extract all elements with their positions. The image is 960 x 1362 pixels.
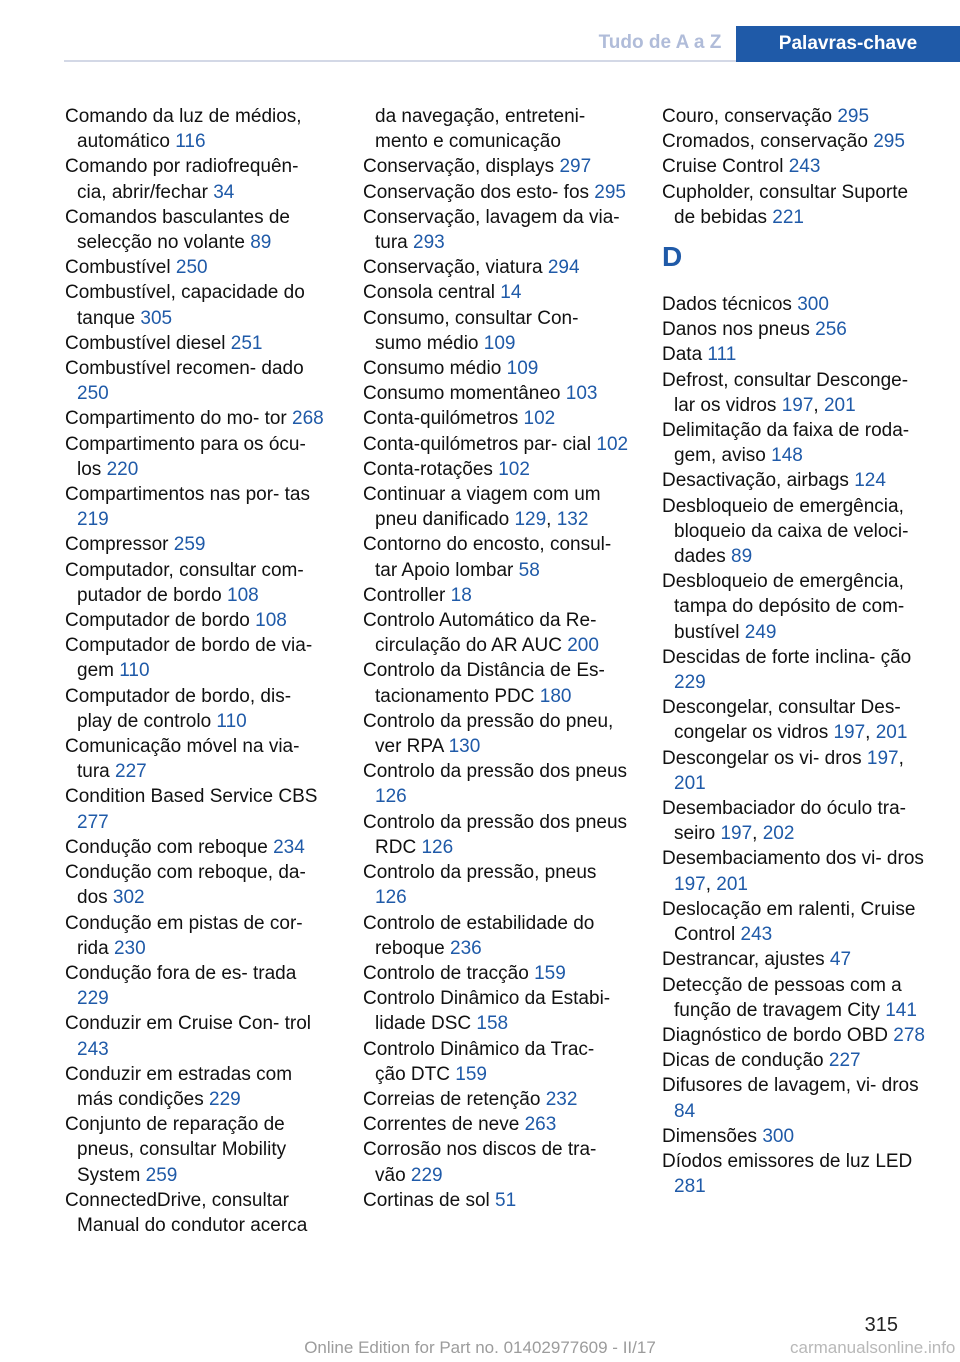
index-entry [363, 810, 629, 860]
index-entry-text: Detecção de pessoas com a função de travagem City [662, 974, 902, 1021]
index-entry [662, 1073, 932, 1123]
index-entry-text: Combustível recomen‐ dado [65, 358, 304, 380]
page-reference-link[interactable]: 256 [815, 319, 847, 341]
index-column-1 [65, 104, 331, 1238]
page-reference-link[interactable]: 268 [292, 408, 324, 430]
index-entry-text: Compartimentos nas por‐ tas [65, 484, 310, 506]
index-entry [662, 292, 932, 317]
page-reference-link[interactable]: 281 [674, 1176, 706, 1198]
index-entry-text: Díodos emissores de luz LED [662, 1150, 913, 1172]
index-entry [363, 255, 629, 280]
index-entry [363, 457, 629, 482]
index-entry [65, 860, 331, 910]
index-entry-text: Combustível diesel [65, 332, 231, 354]
page-reference-link[interactable]: 221 [772, 206, 804, 228]
index-entry [65, 331, 331, 356]
index-entry [662, 973, 932, 1023]
page-reference-link[interactable]: 197 [781, 394, 814, 416]
index-entry-text: Couro, conservação [662, 106, 838, 127]
page-reference-link[interactable]: 84 [674, 1100, 696, 1122]
page-reference-link[interactable]: 159 [534, 962, 566, 984]
index-entry-text: Computador de bordo de via‐ gem [65, 635, 313, 682]
index-entry [65, 835, 331, 860]
index-entry [662, 1048, 932, 1073]
page-reference-link[interactable]: 111 [707, 344, 737, 366]
index-entry-text: Controlo da pressão dos pneus RDC [363, 811, 628, 858]
page-reference-link[interactable]: 305 [140, 307, 173, 329]
page-reference-link[interactable]: 251 [230, 332, 263, 354]
index-entry-text: Desactivação, airbags [662, 470, 855, 492]
index-entry-text: Controlo da pressão do pneu, ver RPA [363, 710, 614, 758]
index-entry-text: Cromados, conservação [662, 131, 874, 153]
index-entry-text: Controller [363, 584, 451, 606]
index-entry: Desembaciador do óculo tra‐ seiro 197, 202 [662, 798, 906, 845]
index-entry [65, 532, 331, 557]
index-entry-text: Cruise Control [662, 156, 789, 178]
index-entry-text: Danos nos pneus [662, 319, 816, 341]
index-entry: Continuar a viagem com um pneu danificado 129, 132 [363, 484, 601, 531]
index-entry [363, 860, 629, 910]
index-entry [363, 205, 629, 255]
page-reference-link[interactable]: 236 [450, 937, 482, 959]
index-entry-text: Diagnóstico de bordo OBD [662, 1024, 894, 1046]
index-entry-text: Controlo da Distância de Es‐ tacionamento PDC [363, 660, 605, 707]
index-letter-heading: D [662, 241, 683, 273]
page-reference-link[interactable]: 141 [885, 999, 917, 1021]
page-reference-link[interactable]: 201 [674, 772, 706, 794]
index-entry [662, 569, 932, 645]
page-reference-link[interactable]: 294 [547, 257, 580, 279]
index-entry [65, 1112, 331, 1188]
index-entry [363, 1037, 629, 1087]
page-reference-link[interactable]: 58 [518, 559, 540, 581]
index-entry [662, 418, 932, 468]
index-entry [363, 911, 629, 961]
page-reference-link[interactable]: 132 [556, 509, 589, 531]
index-entry-text: Delimitação da faixa de roda‐ gem, aviso [662, 420, 910, 467]
index-entry-text: Corrosão nos discos de tra‐ vão [363, 1139, 597, 1186]
index-entry [662, 342, 932, 367]
page-reference-link[interactable]: 259 [145, 1164, 178, 1186]
page-reference-link[interactable]: 197 [674, 873, 706, 895]
index-entry-text: Destrancar, ajustes [662, 949, 830, 971]
page-reference-link[interactable]: 110 [216, 710, 247, 732]
index-entry [363, 532, 629, 582]
page-reference-link[interactable]: 250 [175, 257, 208, 279]
page-reference-link[interactable]: 259 [173, 534, 206, 556]
page-reference-link[interactable]: 148 [771, 445, 803, 467]
page-reference-link[interactable]: 230 [113, 937, 146, 959]
index-entry [363, 759, 629, 809]
index-entry [363, 406, 629, 431]
index-entry: Descongelar os vi‐ dros 197, 201 [662, 747, 904, 794]
page-reference-link[interactable]: 51 [495, 1189, 517, 1211]
index-entry [65, 911, 331, 961]
index-entry-text: Descongelar, consultar Des‐ congelar os vidros [662, 697, 901, 744]
page-reference-link[interactable]: 102 [523, 408, 556, 430]
page-reference-link[interactable]: 219 [77, 509, 109, 531]
index-entry [363, 432, 629, 457]
page-reference-link[interactable]: 229 [410, 1164, 443, 1186]
index-entry [363, 381, 629, 406]
index-entry [662, 317, 932, 342]
index-entry [65, 255, 331, 280]
index-entry-text: Computador de bordo [65, 610, 256, 632]
page-reference-link[interactable]: 14 [500, 282, 522, 304]
index-entry [662, 645, 932, 695]
index-entry [363, 280, 629, 305]
page-reference-link[interactable]: 243 [740, 924, 773, 946]
page-reference-link[interactable]: 295 [837, 106, 870, 127]
page-reference-link[interactable]: 250 [77, 383, 109, 405]
index-entry-text: Comunicação móvel na via‐ tura [65, 736, 300, 783]
page-reference-link[interactable]: 89 [250, 232, 272, 254]
index-entry-text: Controlo da pressão, pneus [363, 862, 597, 884]
index-entry [65, 1062, 331, 1112]
page-reference-link[interactable]: 293 [413, 232, 445, 254]
page-reference-link[interactable]: 102 [596, 433, 629, 455]
index-entry-text: Data [662, 344, 708, 366]
index-entry [363, 1112, 629, 1137]
page-reference-link[interactable]: 232 [545, 1088, 578, 1110]
index-entry-text: Correias de retenção [363, 1088, 546, 1110]
index-entry-text: Comandos basculantes de selecção no volante [65, 206, 290, 254]
page-reference-link[interactable]: 229 [77, 988, 109, 1010]
index-entry-text: Controlo de estabilidade do reboque [363, 912, 595, 959]
index-entry [662, 1149, 932, 1199]
page-number: 315 [864, 1314, 898, 1336]
index-entry-text: Comando por radiofrequên‐ cia, abrir/fechar [65, 156, 299, 203]
page-reference-link[interactable]: 158 [476, 1013, 509, 1035]
index-entry-text: Conta-rotações [363, 458, 499, 480]
index-entry [363, 709, 629, 759]
page-reference-link[interactable]: 227 [828, 1050, 861, 1072]
index-entry [65, 482, 331, 532]
page-reference-link[interactable]: 278 [893, 1024, 925, 1046]
index-entry-text: Computador, consultar com‐ putador de bordo [65, 559, 304, 606]
index-entry-text: da navegação, entreteni‐ mento e comunicação [375, 106, 586, 153]
page-reference-link[interactable]: 159 [455, 1063, 487, 1085]
page-reference-link[interactable]: 47 [829, 949, 852, 971]
index-entry-text: Dimensões [662, 1125, 763, 1147]
index-entry-text: Dicas de condução [662, 1050, 829, 1072]
index-entry [65, 154, 331, 204]
index-entry [363, 1188, 629, 1213]
index-entry [363, 658, 629, 708]
page-reference-link[interactable]: 229 [674, 672, 706, 694]
active-tab-keywords[interactable]: Palavras-chave [736, 26, 960, 62]
index-entry [65, 734, 331, 784]
index-entry [65, 1011, 331, 1061]
page-reference-link[interactable]: 277 [77, 811, 109, 833]
page-reference-link[interactable]: 109 [506, 358, 539, 380]
index-entry-text: Controlo de tracção [363, 962, 535, 984]
index-entry-text: Desbloqueio de emergência, tampa do depósito de com‐ bustível [662, 571, 905, 643]
index-entry [65, 961, 331, 1011]
page-reference-link[interactable]: 126 [421, 836, 454, 858]
index-entry-text: Conta-quilómetros [363, 408, 524, 430]
index-entry-text: Controlo Automático da Re‐ circulação do AR AUC [363, 610, 597, 657]
page-reference-link[interactable]: 108 [255, 610, 287, 632]
index-entry-text: Conduzir em Cruise Con‐ trol [65, 1013, 312, 1035]
index-entry-text: Consumo médio [363, 358, 507, 380]
page-reference-link[interactable]: 243 [788, 156, 821, 178]
index-entry [662, 129, 932, 154]
index-entry-text: Conta-quilómetros par‐ cial [363, 433, 597, 455]
index-entry-text: Correntes de neve [363, 1114, 525, 1136]
index-entry [65, 356, 331, 406]
index-entry-text: Continuar a viagem com um pneu danificado [363, 484, 601, 531]
index-entry-text: Difusores de lavagem, vi‐ dros [662, 1075, 919, 1097]
index-entry-text: Condução com reboque [65, 836, 274, 858]
index-entry-text: Computador de bordo, dis‐ play de controlo [65, 685, 292, 732]
index-entry [65, 558, 331, 608]
page-reference-link[interactable]: 197 [866, 747, 899, 769]
index-entry [65, 406, 331, 431]
index-entry-text: Desembaciamento dos vi‐ dros [662, 848, 924, 870]
index-entry [363, 154, 629, 179]
index-entry-text: Controlo Dinâmico da Estabi‐ lidade DSC [363, 988, 611, 1035]
index-entry [65, 633, 331, 683]
page-reference-link[interactable]: 249 [744, 621, 777, 643]
index-entry [662, 154, 932, 179]
page-reference-link[interactable]: 200 [567, 635, 599, 657]
index-column-2 [363, 104, 629, 1213]
index-entry-text: Controlo da pressão dos pneus [363, 761, 628, 783]
index-entry-text: Dados técnicos [662, 294, 798, 316]
index-entry [363, 306, 629, 356]
page-reference-link[interactable]: 103 [565, 383, 598, 405]
page-reference-link[interactable]: 109 [483, 332, 516, 354]
index-entry-text: Compartimento do mo‐ tor [65, 408, 293, 430]
page-reference-link[interactable]: 18 [450, 584, 472, 606]
index-entry [662, 897, 932, 947]
page-reference-link[interactable]: 116 [175, 131, 206, 153]
index-entry-text: Compressor [65, 534, 174, 556]
page-reference-link[interactable]: 197 [720, 823, 753, 845]
index-entry: Defrost, consultar Desconge‐ lar os vidros 197, 201 [662, 369, 909, 416]
section-tab[interactable]: Tudo de A a Z [598, 32, 722, 53]
index-entry-text: Consumo momentâneo [363, 383, 566, 405]
index-entry-text: Consumo, consultar Con‐ sumo médio [363, 307, 579, 354]
page-reference-link[interactable]: 201 [823, 394, 856, 416]
index-entry-text: Comando da luz de médios, automático [65, 106, 302, 153]
index-entry-text: Condução em pistas de cor‐ rida [65, 912, 303, 959]
index-entry [662, 1023, 932, 1048]
index-entry [662, 947, 932, 972]
index-entry [363, 180, 629, 205]
page-reference-link[interactable]: 89 [731, 546, 753, 568]
index-entry [662, 1124, 932, 1149]
index-entry-text: Conservação, viatura [363, 257, 548, 279]
index-entry-text: Controlo Dinâmico da Trac‐ ção DTC [363, 1038, 595, 1085]
index-entry-text: Compartimento para os ócu‐ los [65, 433, 306, 480]
index-entry-text: Conservação, displays [363, 156, 560, 178]
index-entry [363, 1137, 629, 1187]
index-entry-text: Deslocação em ralenti, Cruise Control [662, 898, 916, 946]
index-entry [363, 583, 629, 608]
page-reference-link[interactable]: 202 [762, 823, 795, 845]
page-reference-link[interactable]: 201 [716, 873, 748, 895]
page-reference-link[interactable]: 229 [209, 1088, 241, 1110]
index-entry-text: Defrost, consultar Desconge‐ lar os vidros [662, 369, 909, 416]
watermark: carmanualsonline.info [790, 1338, 956, 1357]
index-entry [65, 280, 331, 330]
index-entry-text: Desembaciador do óculo tra‐ seiro [662, 798, 906, 845]
edition-text: Online Edition for Part no. 01402977609 - II/17 [304, 1338, 656, 1357]
index-entry [662, 494, 932, 570]
index-entry [65, 205, 331, 255]
page-reference-link[interactable]: 102 [498, 458, 530, 480]
page-reference-link[interactable]: 129 [514, 509, 547, 531]
index-entry-text: Cortinas de sol [363, 1189, 496, 1211]
page-reference-link[interactable]: 243 [77, 1038, 109, 1060]
index-entry [662, 468, 932, 493]
index-entry [363, 356, 629, 381]
page-reference-link[interactable]: 180 [539, 685, 572, 707]
index-entry-text: Conservação dos esto‐ fos [363, 181, 595, 203]
index-entry-text: ConnectedDrive, consultar Manual do condutor acerca [65, 1189, 308, 1236]
index-entry-text: Combustível, capacidade do tanque [65, 282, 305, 329]
page-reference-link[interactable]: 201 [875, 722, 908, 744]
page-reference-link[interactable]: 126 [375, 786, 407, 808]
page-reference-link[interactable]: 227 [115, 761, 147, 783]
index-entry-text: Conservação, lavagem da via‐ tura [363, 206, 620, 254]
page-reference-link[interactable]: 263 [524, 1114, 557, 1136]
index-entry [363, 1087, 629, 1112]
page-reference-link[interactable]: 297 [559, 156, 592, 178]
index-entry [65, 432, 331, 482]
index-entry-text: Descidas de forte inclina‐ ção [662, 646, 912, 668]
index-entry-text: Desbloqueio de emergência, bloqueio da caixa de veloci‐ dades [662, 495, 909, 568]
index-entry [363, 961, 629, 986]
index-entry-text: Condução fora de es‐ trada [65, 962, 297, 984]
page-reference-link[interactable]: 295 [873, 131, 905, 153]
index-entry-text: Condução com reboque, da‐ dos [65, 862, 306, 909]
index-entry-text: Cupholder, consultar Suporte de bebidas [662, 181, 909, 228]
page-reference-link[interactable]: 234 [273, 836, 305, 858]
index-entry [65, 784, 331, 834]
index-entry [65, 104, 331, 154]
index-entry-text: Contorno do encosto, consul‐ tar Apoio lombar [363, 534, 612, 581]
footer [0, 1338, 960, 1358]
page-reference-link[interactable]: 220 [106, 458, 139, 480]
page-reference-link[interactable]: 34 [213, 181, 235, 203]
page-reference-link[interactable]: 110 [119, 660, 150, 682]
page-reference-link[interactable]: 300 [797, 294, 829, 316]
page-reference-link[interactable]: 197 [833, 722, 866, 744]
index-entry [363, 608, 629, 658]
index-entry-text: Conjunto de reparação de pneus, consultar Mobility System [65, 1114, 287, 1186]
index-entry: Desembaciamento dos vi‐ dros 197, 201 [662, 848, 924, 895]
index-entry: Descongelar, consultar Des‐ congelar os vidros 197, 201 [662, 697, 908, 744]
page-reference-link[interactable]: 300 [762, 1125, 795, 1147]
index-entry [662, 104, 932, 129]
index-entry [65, 608, 331, 633]
page-reference-link[interactable]: 126 [375, 887, 407, 909]
page-reference-link[interactable]: 108 [227, 584, 259, 606]
index-entry [65, 1188, 331, 1238]
index-entry-text: Consola central [363, 282, 501, 304]
index-entry [363, 986, 629, 1036]
index-entry-text: Conduzir em estradas com más condições [65, 1063, 293, 1110]
page-reference-link[interactable]: 302 [112, 887, 145, 909]
page-reference-link[interactable]: 295 [594, 181, 626, 203]
index-entry-text: Descongelar os vi‐ dros [662, 747, 867, 769]
index-column-3 [662, 104, 932, 1199]
index-entry-text: Condition Based Service CBS [65, 786, 318, 808]
index-entry [65, 684, 331, 734]
index-entry [662, 180, 932, 230]
page-reference-link[interactable]: 124 [854, 470, 886, 492]
index-entry [363, 104, 629, 154]
page-reference-link[interactable]: 130 [448, 736, 481, 758]
index-entry-text: Combustível [65, 257, 176, 279]
